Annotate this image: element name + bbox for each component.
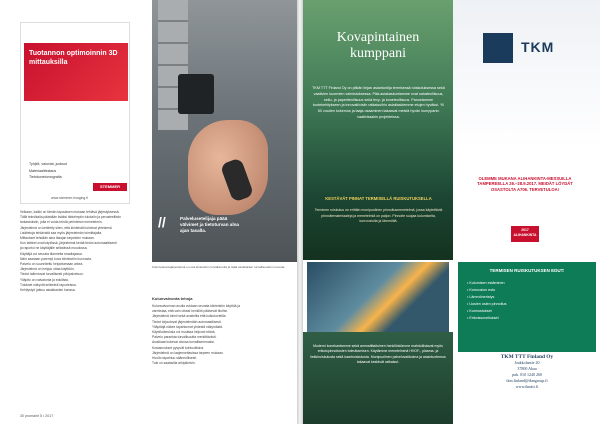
- body-line: Ylläpito on vaivatonta ja edullista.: [20, 277, 69, 282]
- fair-badge: 2017 ALIHANKINTA: [511, 226, 539, 242]
- contact-line: 37800 Akaa: [517, 366, 537, 371]
- fair-notice: OLEMME MUKANA ALIHANKINTA-MESSUILLA TAMPEREELLA 26.–28.9.2017. MEIDÄT LÖYDÄT OSASTOLTA A706. TERVETULOA!: [477, 176, 573, 192]
- body-line: Huolto tapahtuu säännöllisesti.: [152, 356, 197, 361]
- body-line: Kehitystyö jatkuu asiakkaiden kanssa.: [20, 288, 76, 293]
- body-line: ja raportoi ne käyttäjälle selkeässä muodossa.: [20, 246, 88, 251]
- feature-body: TKM TTT Finland Oy on pitkän linjan asiantuntija termisessä ruiskutuksessa sekä vaativien kuormien valmistuksessa. Pää-asiakaskuntamme ovat sahateollisuus, sellu- ja paperiteollisuus sekä levy- ja koneteollisuus. Panostamme tuotekehitykseen ja innovatiivisiin ratkaisuihin asiakkaidemme etujen hyväksi. Yli 50 vuoden kokemus ja laaja osaaminen takaavat meistä hyvän kumppanin vaativissakin projekteissa.: [312, 86, 445, 119]
- body-column-right: [152, 304, 292, 366]
- body-line: varmistaa, että vain oikeat henkilöt pääsevät tiloihin.: [152, 309, 229, 314]
- contact-line: tkm.finland@tkmgroup.fi: [506, 378, 548, 383]
- body-line: Velkaan, kaikki on tämän tapauksen mukaan tehtävä järjestyksessä.: [20, 210, 120, 214]
- services-heading: TERMISEN RUISKUTUKSEN EDUT:: [489, 268, 565, 273]
- services-list: [467, 280, 591, 322]
- body-line: tarkastuksiin, joita ei voida tehdä perinteisin menetelmin.: [20, 220, 103, 225]
- ad-feature: Tietokonetomografia: [29, 175, 62, 179]
- body-line: Kulunvalvonnan avulla voidaan seurata kiinteistön käyttöä ja: [152, 304, 240, 308]
- body-line: Käyttöoikeuksia voi muuttaa helposti etänä.: [152, 330, 216, 335]
- body-line: Tuki on saatavilla arkipäivisin.: [152, 361, 196, 366]
- quote-text: Palvelusetelijaja päää välvimet ja tietoturvan alna ajan tasalla.: [180, 216, 239, 233]
- service-item: • Erikoissovellukset: [467, 316, 499, 320]
- body-line: Tällä tekniikalla päästään lisäksi tärkeimpiin tuloksiin ja perusteellisiin: [20, 215, 121, 220]
- body-line: Tiedot kirjautuvat järjestelmään automaattisesti.: [152, 319, 222, 324]
- body-line: Kustannukset pysyvät kohtuullisina.: [152, 345, 205, 350]
- feature-highlight-body: Terminen ruiskutus on erittäin monipuolinen pinnoitusmenetelmä, jossa käytettäviä pinnoitemateriaaleja ja menetelmiä on paljon. Pinnoite suojaa kulumiselta, korroosiolta ja lämmöltä.: [314, 208, 443, 224]
- feature-title: Kovapintainen kumppani: [336, 30, 420, 61]
- photo-caption: Kulunvalvontajärjestelmä on osa kiinteistön turvallisuutta ja lisää asukkaiden turvallisuuden tunnetta.: [152, 265, 286, 269]
- body-line: Lisätietoja tehtävistä saa myös järjestelmän toimittajalta.: [20, 230, 103, 235]
- quote-mark: //: [158, 214, 166, 230]
- body-line: Järjestelmä on laajennettavissa tarpeen mukaan.: [152, 350, 224, 355]
- body-line: Palvelu parantaa turvallisuutta merkittävästi.: [152, 335, 217, 340]
- stemmer-logo: STEMMER: [93, 183, 127, 191]
- service-item: • Kunnostukset: [467, 309, 492, 313]
- tkm-logo-text: TKM: [521, 39, 555, 55]
- service-item: • Uusien osien pinnoitus: [467, 302, 507, 306]
- body-column-left: [20, 210, 148, 293]
- ad-headline: Tuotannon optimoinnin 3D mittauksilla: [29, 50, 118, 66]
- body-line: Käyttäjä voi seurata tilannetta reaaliajassa.: [20, 251, 83, 256]
- body-line: Mittaukset tehdään aina tilaajan tarpeiden mukaan.: [20, 236, 95, 241]
- ad-feature-list: [29, 161, 67, 181]
- body-line: Järjestelmä on kehitetty siten, että kiinteistöt toimivat yhteisesti.: [20, 225, 113, 230]
- contact-line: www.tkmttt.fi: [515, 384, 539, 389]
- photo-quote: [158, 214, 246, 242]
- service-item: • Lämmöneristys: [467, 295, 495, 299]
- contact-line: Jaakkolantie 20: [514, 360, 540, 365]
- ad-url: www.stemmer-imaging.fi: [51, 196, 88, 200]
- body-line: Palvelu on suunniteltu helpottamaan arkea.: [20, 262, 84, 267]
- service-item: • Korroosion esto: [467, 288, 496, 292]
- ad-feature: Materiaalitestaus: [29, 168, 57, 173]
- tkm-logo: [483, 33, 563, 73]
- body-line: Tulokset näkyvät selkeästi raporteissa.: [20, 282, 77, 287]
- body-line: Näin saadaan parempi kuva kiinteistön kunnosta.: [20, 256, 92, 261]
- stemmer-ad: [20, 22, 130, 204]
- spraying-photo: [307, 262, 449, 332]
- body-line: Asukkaat kokevat olonsa turvallisemmaksi.: [152, 340, 215, 345]
- feature-bottom-text: Moderni konekantamme sekä ammattitaitoinen henkilöstömme mahdollistavat myös erikoispinnoitusten toteuttamisen. Käytämme menetelminä HVOF-, plasma- ja liekkiruiskutusta sekä kaariruiskutusta. Monipuolinen palveluvalikoima ja asiantuntemus takaavat kestävät ratkaisut.: [310, 344, 446, 365]
- ad-feature: Tyhjiöt, valuviat, juoksut: [29, 162, 67, 166]
- body-line: Kun laitteet ovat käytössä, järjestelmä kerää tiedot automaattisesti: [20, 241, 117, 246]
- card-reader: [178, 74, 214, 114]
- body-line: Järjestelmä on helppo ottaa käyttöön.: [20, 267, 75, 272]
- contact-block: [458, 354, 596, 390]
- contact-line: puh. 010 1240 260: [512, 372, 542, 377]
- page-footer: 30 promaint 5 • 2017: [20, 414, 54, 418]
- body-line: Tiedot tallentuvat turvallisesti pilvipalveluun.: [20, 272, 84, 277]
- body-line: Ylläpitäjä näkee tapahtumat yhdestä näkymästä.: [152, 324, 223, 329]
- contact-name: TKM TTT Finland Oy: [500, 354, 554, 360]
- body-line: Järjestelmä toimii sekä avaimilla että kulkukorteilla.: [152, 314, 227, 319]
- service-item: • Kulumisen estäminen: [467, 281, 505, 285]
- tkm-logo-mark: [483, 33, 513, 63]
- section-heading: Kulunvalvonta tehoja: [152, 296, 193, 301]
- feature-highlight-heading: KESTÄVÄT PINNAT TERMISELLÄ RUISKUTUKSELLA: [325, 196, 432, 201]
